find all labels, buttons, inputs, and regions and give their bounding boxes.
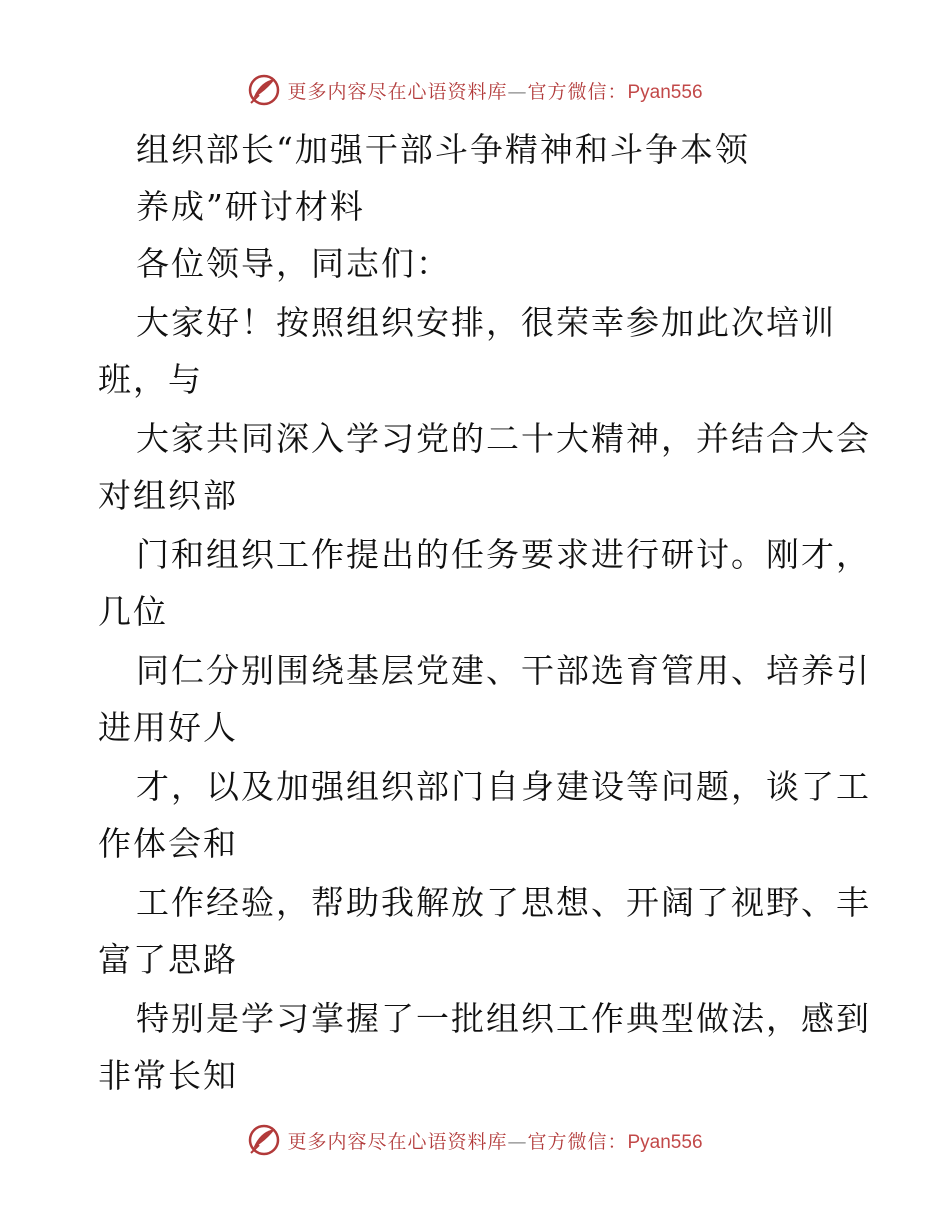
header-watermark-banner: [0, 70, 950, 110]
body-line-12: 富了思路: [98, 940, 238, 979]
salutation: 各位领导，同志们：: [136, 244, 451, 283]
body-line-2: 班，与: [98, 360, 203, 399]
body-line-3: 大家共同深入学习党的二十大精神，并结合大会: [136, 419, 871, 458]
watermark-text: [287, 77, 702, 104]
body-line-8: 进用好人: [98, 708, 238, 747]
watermark-main-text: 更多内容尽在心语资料库: [287, 1130, 508, 1153]
pen-logo-icon: [247, 1123, 281, 1157]
body-line-5: 门和组织工作提出的任务要求进行研讨。刚才，: [136, 535, 871, 574]
footer-watermark-banner: [0, 1120, 950, 1160]
watermark-contact-id: Pyan556: [627, 81, 703, 103]
document-title-line-1: 组织部长“加强干部斗争精神和斗争本领: [136, 130, 750, 169]
body-line-1: 大家好！按照组织安排，很荣幸参加此次培训: [136, 303, 836, 342]
document-title-line-2: 养成”研讨材料: [136, 187, 365, 226]
watermark-main-text: 更多内容尽在心语资料库: [287, 80, 508, 103]
watermark-contact-id: Pyan556: [627, 1131, 703, 1153]
body-line-14: 非常长知: [98, 1056, 238, 1095]
body-line-7: 同仁分别围绕基层党建、干部选育管用、培养引: [136, 651, 871, 690]
watermark-separator: —: [507, 80, 528, 103]
body-line-6: 几位: [98, 592, 168, 631]
body-line-4: 对组织部: [98, 476, 238, 515]
watermark-text: [287, 1127, 702, 1154]
watermark-separator: —: [507, 1130, 528, 1153]
body-line-11: 工作经验，帮助我解放了思想、开阔了视野、丰: [136, 883, 871, 922]
body-line-13: 特别是学习掌握了一批组织工作典型做法，感到: [136, 999, 871, 1038]
body-line-10: 作体会和: [98, 824, 238, 863]
body-line-9: 才，以及加强组织部门自身建设等问题，谈了工: [136, 767, 871, 806]
pen-logo-icon: [247, 73, 281, 107]
watermark-contact-label: 官方微信：: [527, 1130, 628, 1153]
watermark-contact-label: 官方微信：: [527, 80, 628, 103]
